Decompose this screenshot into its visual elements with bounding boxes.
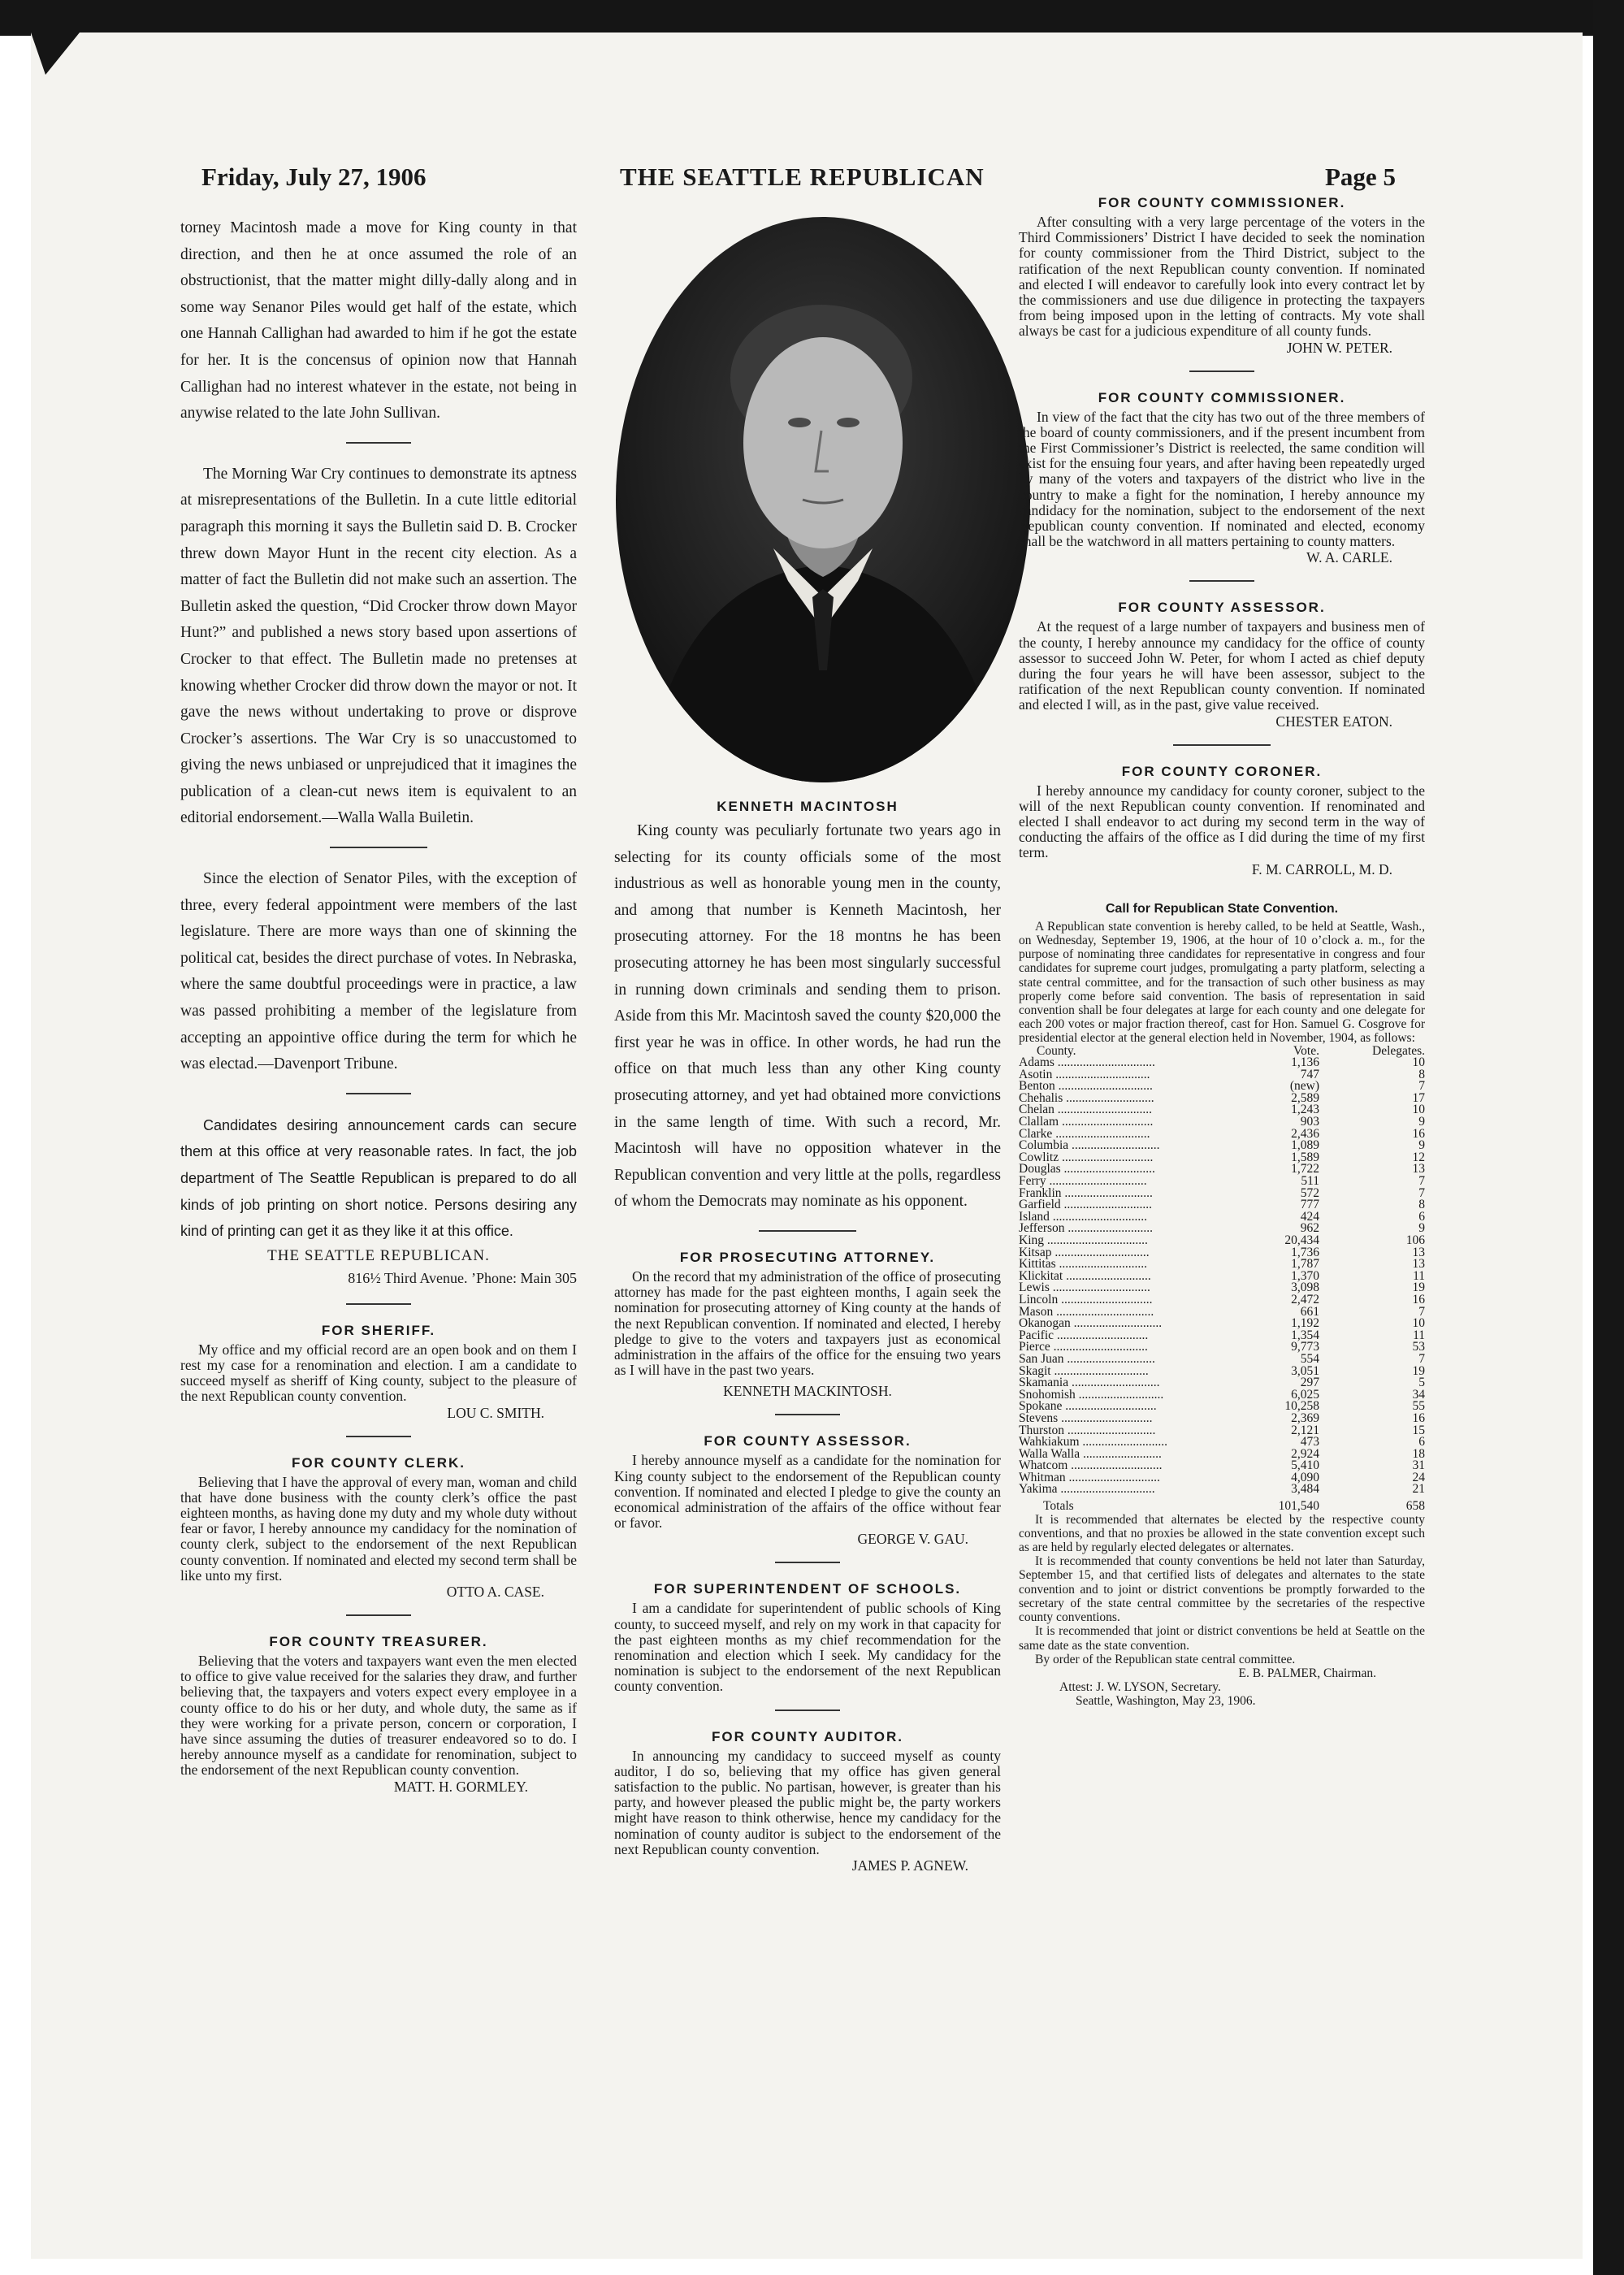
article-kenneth-macintosh: King county was peculiarly fortunate two years ago in selecting for its county officials some of the most industrious as well as honorable young men in the county, and among that number is Kenneth Macintosh, her prosecuting attorney. For the 18 montns he has been prosecuting attorney he has been most singularly successful in running down criminals and sending them to prison. Aside from this Mr. Macintosh saved the county $20,000 the first year he was in office. In other words, he had run the office on that much less than any other King county prosecuting attorney, and yet had obtained more convictions in the same length of time. With such a record, Mr. Macintosh will have no opposition whatever in the Republican convention and very little at the polls, regardless of whom the Democrats may nominate as his opponent. bbox=[614, 822, 1001, 1211]
divider bbox=[346, 442, 411, 444]
signature-county-assessor-gau: GEORGE V. GAU. bbox=[857, 1531, 968, 1548]
county-delegates: 6 bbox=[1418, 1209, 1425, 1224]
note-by-order: By order of the Republican state central committee. bbox=[1035, 1652, 1296, 1666]
portrait-photo bbox=[614, 215, 1032, 784]
county-delegates: 10 bbox=[1412, 1103, 1425, 1117]
county-name: Garfield ............................ bbox=[1019, 1198, 1153, 1212]
county-vote: 3,051 bbox=[1291, 1363, 1319, 1378]
signature-county-assessor-eaton: CHESTER EATON. bbox=[1275, 713, 1392, 730]
county-vote: 1,243 bbox=[1291, 1103, 1319, 1117]
county-delegates: 11 bbox=[1413, 1268, 1425, 1283]
county-delegates: 7 bbox=[1418, 1185, 1425, 1200]
county-name: Mason ............................... bbox=[1019, 1304, 1154, 1319]
county-delegates: 12 bbox=[1412, 1150, 1425, 1164]
county-vote: 511 bbox=[1301, 1174, 1319, 1189]
county-delegates: 21 bbox=[1412, 1482, 1425, 1497]
article-macintosh-continued: torney Macintosh made a move for King county in that direction, and then he at once assumed the role of an obstructionist, that the matter might dilly-dally along and in some way Senanor Piles would get half of the estate, which one Hannah Callighan had awarded to him if he got the estate for her. It is the concensus of opinion now that Hannah Callighan had no interest whatever in the estate, not being in anywise related to the late John Sullivan. bbox=[180, 219, 577, 422]
table-totals-row bbox=[1019, 1496, 1425, 1513]
heading-county-treasurer: FOR COUNTY TREASURER. bbox=[269, 1634, 488, 1650]
county-vote: 1,736 bbox=[1291, 1245, 1319, 1259]
county-delegates: 24 bbox=[1412, 1470, 1425, 1484]
divider bbox=[759, 1230, 856, 1232]
county-vote: 424 bbox=[1300, 1209, 1319, 1224]
county-name: Douglas ............................. bbox=[1019, 1162, 1155, 1176]
portrait-image bbox=[614, 215, 1032, 784]
county-name: Skagit .............................. bbox=[1019, 1363, 1149, 1378]
county-vote: 20,434 bbox=[1284, 1233, 1319, 1248]
totals-delegates: 658 bbox=[1405, 1499, 1425, 1514]
county-vote: 1,136 bbox=[1291, 1055, 1319, 1070]
county-name: King ................................ bbox=[1019, 1233, 1148, 1248]
signature-prosecuting-attorney: KENNETH MACKINTOSH. bbox=[723, 1383, 892, 1400]
divider bbox=[346, 1303, 411, 1305]
county-name: Lincoln ............................. bbox=[1019, 1292, 1153, 1306]
county-vote: 1,192 bbox=[1291, 1316, 1319, 1331]
county-delegates: 7 bbox=[1418, 1174, 1425, 1189]
scan-border-right bbox=[1593, 0, 1624, 2275]
county-vote: (new) bbox=[1289, 1079, 1319, 1094]
county-delegates: 6 bbox=[1418, 1435, 1425, 1450]
county-name: Island .............................. bbox=[1019, 1209, 1148, 1224]
notice-sheriff: My office and my official record are an open book and on them I rest my case for a renomination and election. I am a candidate to succeed myself as sheriff of King county, subject to the pleasure of the next Republican county convention. bbox=[180, 1341, 577, 1405]
county-name: Pierce .............................. bbox=[1019, 1340, 1148, 1354]
county-delegates: 34 bbox=[1412, 1387, 1425, 1402]
county-vote: 777 bbox=[1300, 1198, 1319, 1212]
county-name: Spokane ............................. bbox=[1019, 1399, 1157, 1414]
county-delegates: 9 bbox=[1418, 1221, 1425, 1236]
county-name: Jefferson ........................... bbox=[1019, 1221, 1154, 1236]
county-delegates: 16 bbox=[1412, 1410, 1425, 1425]
county-name: Thurston ............................ bbox=[1019, 1423, 1156, 1437]
county-delegates: 31 bbox=[1412, 1458, 1425, 1473]
article-senator-piles: Since the election of Senator Piles, with the exception of three, every federal appointment were members of the last legislature. There are more ways than one of skinning the political cat, besides the direct purchase of votes. In Nebraska, where the same doubtful proceedings were in practice, a law was passed prohibiting a member of the legislature from accepting an appointive office during the term for which he was electad.—Davenport Tribune. bbox=[180, 870, 577, 1073]
county-delegates: 7 bbox=[1418, 1304, 1425, 1319]
county-name: Klickitat ........................... bbox=[1019, 1268, 1151, 1283]
divider bbox=[775, 1710, 840, 1711]
county-name: Kittitas ............................ bbox=[1019, 1257, 1148, 1272]
county-name: Wahkiakum ........................... bbox=[1019, 1435, 1168, 1450]
delegate-table bbox=[1019, 1043, 1425, 1514]
signature-county-commissioner-peter: JOHN W. PETER. bbox=[1286, 339, 1392, 356]
heading-state-convention: Call for Republican State Convention. bbox=[1105, 901, 1339, 916]
county-vote: 1,787 bbox=[1291, 1257, 1319, 1272]
divider bbox=[775, 1414, 840, 1415]
notice-county-auditor: In announcing my candidacy to succeed myself as county auditor, I do so, believing that my office has given general satisfaction to the public. No partisan, however, is greater than his party, and however pleased the public might be, the party workers might have reason to think otherwise, hence my candidacy for the nomination of county auditor is subject to the endorsement of the next Republican county convention. bbox=[614, 1747, 1001, 1857]
heading-superintendent-schools: FOR SUPERINTENDENT OF SCHOOLS. bbox=[653, 1581, 962, 1597]
county-name: Okanogan ............................ bbox=[1019, 1316, 1163, 1331]
heading-county-auditor: FOR COUNTY AUDITOR. bbox=[711, 1728, 904, 1744]
signature-sheriff: LOU C. SMITH. bbox=[447, 1404, 544, 1421]
county-vote: 4,090 bbox=[1291, 1470, 1319, 1484]
county-vote: 554 bbox=[1300, 1351, 1319, 1366]
folded-corner bbox=[31, 32, 80, 81]
totals-vote: 101,540 bbox=[1278, 1499, 1319, 1514]
notice-county-clerk: Believing that I have the approval of every man, woman and child that have done business with the county clerk’s office the past eighteen months, as having done my duty and my whole duty without fear or favor, I hereby announce my candidacy for the nomination of county clerk, subject to the endorsement of the next Republican county convention. If nominated and elected my second term shall be like unto my first. bbox=[180, 1473, 577, 1584]
county-delegates: 9 bbox=[1418, 1138, 1425, 1153]
notice-county-assessor-eaton: At the request of a large number of taxpayers and business men of the county, I hereby announce my candidacy for the office of county assessor to succeed John W. Peter, for whom I acted as chief deputy during the four years he will have been assessor, subject to the ratification of the next Republican county convention. If nominated and elected I will, as in the past, give value received. bbox=[1019, 618, 1425, 713]
notice-county-commissioner-peter: After consulting with a very large percentage of the voters in the Third Commissioners’ District I have decided to seek the nomination for county commissioner from the Third District, subject to the ratification of the next Republican county convention. If nominated and elected I will endeavor to carefully look into every contract let by the commissioners and use due diligence in protecting the taxpayers from being imposed upon in the letting of contracts. My vote shall always be cast for a judicious expenditure of all county funds. bbox=[1019, 214, 1425, 340]
county-name: Pacific ............................. bbox=[1019, 1328, 1149, 1342]
paper-name: THE SEATTLE REPUBLICAN bbox=[620, 162, 985, 191]
signature-county-commissioner-carle: W. A. CARLE. bbox=[1306, 549, 1392, 566]
county-vote: 2,369 bbox=[1291, 1410, 1319, 1425]
table-row bbox=[1019, 1484, 1425, 1496]
divider bbox=[775, 1562, 840, 1563]
county-name: Cowlitz ............................. bbox=[1019, 1150, 1154, 1164]
portrait-caption: KENNETH MACINTOSH bbox=[717, 799, 899, 814]
divider bbox=[1189, 580, 1254, 582]
county-vote: 3,484 bbox=[1291, 1482, 1319, 1497]
county-vote: 2,121 bbox=[1291, 1423, 1319, 1437]
notice-prosecuting-attorney: On the record that my administration of the office of prosecuting attorney has made for the past eighteen months, I again seek the nomination for prosecuting attorney of King county at the hands of the next Republican convention. If nominated and elected, I hereby pledge to give to the voters and taxpayers just as economical administration in the affairs of the office for the ensuing two years as I will have in the past two years. bbox=[614, 1268, 1001, 1379]
issue-date: Friday, July 27, 1906 bbox=[201, 162, 427, 191]
county-vote: 1,589 bbox=[1291, 1150, 1319, 1164]
heading-county-assessor-eaton: FOR COUNTY ASSESSOR. bbox=[1118, 600, 1326, 616]
heading-county-commissioner-2: FOR COUNTY COMMISSIONER. bbox=[1098, 389, 1346, 405]
county-name: Kitsap .............................. bbox=[1019, 1245, 1150, 1259]
county-name: Whitman ............................. bbox=[1019, 1470, 1160, 1484]
heading-prosecuting-attorney: FOR PROSECUTING ATTORNEY. bbox=[679, 1249, 936, 1265]
county-name: Skamania ............................ bbox=[1019, 1376, 1160, 1390]
signature-county-auditor: JAMES P. AGNEW. bbox=[851, 1857, 968, 1874]
county-name: Whatcom ............................. bbox=[1019, 1458, 1163, 1473]
divider bbox=[1189, 370, 1254, 372]
county-delegates: 106 bbox=[1405, 1233, 1425, 1248]
notice-county-commissioner-carle: In view of the fact that the city has two out of the three members of the board of county commissioners, and if the present incumbent from the First Commissioner’s District is reelected, the same condition will exist for the ensuing four years, and after having been repeatedly urged by many of the voters and taxpayers of the district who live in the country to make a fight for the nomination, I hereby announce my candidacy for the nomination, subject to the endorsement of the next Republican county convention. If nominated and elected, economy shall be the watchword in all matters pertaining to county matters. bbox=[1019, 408, 1425, 550]
county-delegates: 10 bbox=[1412, 1055, 1425, 1070]
county-vote: 5,410 bbox=[1291, 1458, 1319, 1473]
county-name: Clarke .............................. bbox=[1019, 1126, 1150, 1141]
county-delegates: 7 bbox=[1418, 1079, 1425, 1094]
county-name: Franklin ............................ bbox=[1019, 1185, 1153, 1200]
county-name: Walla Walla ......................... bbox=[1019, 1446, 1162, 1461]
county-vote: 473 bbox=[1300, 1435, 1319, 1450]
county-delegates: 7 bbox=[1418, 1351, 1425, 1366]
header-delegates: Delegates. bbox=[1372, 1043, 1425, 1058]
page-number: Page 5 bbox=[1325, 162, 1396, 191]
county-vote: 1,370 bbox=[1291, 1268, 1319, 1283]
county-name: Lewis ............................... bbox=[1019, 1280, 1150, 1295]
county-delegates: 15 bbox=[1412, 1423, 1425, 1437]
county-delegates: 5 bbox=[1418, 1376, 1425, 1390]
heading-county-clerk: FOR COUNTY CLERK. bbox=[291, 1454, 466, 1471]
county-name: Snohomish ........................... bbox=[1019, 1387, 1164, 1402]
county-vote: 3,098 bbox=[1291, 1280, 1319, 1295]
heading-county-assessor-gau: FOR COUNTY ASSESSOR. bbox=[704, 1433, 912, 1450]
county-vote: 2,589 bbox=[1291, 1090, 1319, 1105]
signature-county-treasurer: MATT. H. GORMLEY. bbox=[393, 1778, 528, 1795]
county-delegates: 13 bbox=[1412, 1257, 1425, 1272]
county-delegates: 8 bbox=[1418, 1198, 1425, 1212]
county-vote: 2,436 bbox=[1291, 1126, 1319, 1141]
county-vote: 661 bbox=[1300, 1304, 1319, 1319]
county-name: Chelan .............................. bbox=[1019, 1103, 1153, 1117]
header-vote: Vote. bbox=[1293, 1043, 1319, 1058]
county-name: Columbia ............................ bbox=[1019, 1138, 1160, 1153]
county-vote: 1,354 bbox=[1291, 1328, 1319, 1342]
heading-county-commissioner-1: FOR COUNTY COMMISSIONER. bbox=[1098, 195, 1346, 210]
county-delegates: 55 bbox=[1412, 1399, 1425, 1414]
column-center bbox=[614, 215, 1001, 1874]
county-delegates: 13 bbox=[1412, 1162, 1425, 1176]
county-name: Stevens ............................. bbox=[1019, 1410, 1153, 1425]
county-vote: 962 bbox=[1300, 1221, 1319, 1236]
notice-county-coroner: I hereby announce my candidacy for county coroner, subject to the will of the next Republican county convention. If renominated and elected I shall endeavor to act during my second term in the way of conducting the affairs of the office as I did during the time of my first term. bbox=[1019, 782, 1425, 861]
county-vote: 2,924 bbox=[1291, 1446, 1319, 1461]
county-vote: 297 bbox=[1300, 1376, 1319, 1390]
divider bbox=[330, 847, 427, 848]
secretary-attest: Attest: J. W. LYSON, Secretary. bbox=[1059, 1680, 1221, 1695]
convention-dateline: Seattle, Washington, May 23, 1906. bbox=[1076, 1694, 1256, 1709]
heading-sheriff: FOR SHERIFF. bbox=[321, 1322, 436, 1338]
county-delegates: 19 bbox=[1412, 1363, 1425, 1378]
notice-county-treasurer: Believing that the voters and taxpayers want even the men elected to office to give value received for the salaries they draw, and further believing that, the taxpayers and voters expect every employee in a county office to do his or her duty, and whole duty, the same as if they were working for a private person, concern or corporation, I have since assuming the duties of treasurer endeavored so to do. I hereby announce myself as a candidate for renomination, subject to the endorsement of the next Republican county convention. bbox=[180, 1653, 577, 1779]
notice-state-convention: A Republican state convention is hereby called, to be held at Seattle, Wash., on Wednesday, September 19, 1906, at the hour of 10 o’clock a. m., for the purpose of nominating three candidates for representative in congress and four candidates for supreme court judges, promulgating a party platform, selecting a state central committee, and for the transaction of such other business as may properly come before said convention. The basis of representation in said convention shall be four delegates at large for each county and one delegate for each 200 votes or major fraction thereof, cast for Hon. Samuel G. Cosgrove for presidential elector at the general election held in November, 1904, as follows: bbox=[1019, 919, 1425, 1046]
county-delegates: 18 bbox=[1412, 1446, 1425, 1461]
county-name: Clallam ............................. bbox=[1019, 1115, 1154, 1129]
county-name: Ferry ............................... bbox=[1019, 1174, 1147, 1189]
county-delegates: 10 bbox=[1412, 1316, 1425, 1331]
county-name: Asotin .............................. bbox=[1019, 1067, 1150, 1081]
signature-county-clerk: OTTO A. CASE. bbox=[446, 1584, 544, 1601]
column-left bbox=[180, 215, 577, 1795]
county-vote: 572 bbox=[1300, 1185, 1319, 1200]
note-joint-conventions: It is recommended that joint or district conventions be held at Seattle on the same date as the state convention. bbox=[1019, 1624, 1425, 1653]
notice-superintendent-schools: I am a candidate for superintendent of public schools of King county, to succeed myself, and rely on my work in that capacity for the past eighteen months as my chief recommendation for the renomination and election which I seek. My candidacy for the nomination is subject to the endorsement of the next Republican county convention. bbox=[614, 1600, 1001, 1695]
column-right bbox=[1019, 195, 1425, 1709]
county-delegates: 11 bbox=[1413, 1328, 1425, 1342]
divider bbox=[346, 1093, 411, 1094]
header-county: County. bbox=[1037, 1043, 1076, 1058]
county-vote: 9,773 bbox=[1291, 1340, 1319, 1354]
address-republican: 816½ Third Avenue. ’Phone: Main 305 bbox=[348, 1269, 577, 1286]
county-vote: 2,472 bbox=[1291, 1292, 1319, 1306]
article-announcement-cards: Candidates desiring announcement cards can secure them at this office at very reasonable rates. In fact, the job department of The Seattle Republican is prepared to do all kinds of job printing on short notice. Persons desiring any kind of printing can get it as they like it at this office. bbox=[180, 1116, 577, 1240]
county-vote: 747 bbox=[1300, 1067, 1319, 1081]
scan-border-top bbox=[0, 0, 1624, 36]
county-delegates: 16 bbox=[1412, 1292, 1425, 1306]
county-delegates: 53 bbox=[1412, 1340, 1425, 1354]
county-name: Chehalis ............................ bbox=[1019, 1090, 1154, 1105]
divider bbox=[346, 1614, 411, 1616]
county-name: Adams ............................... bbox=[1019, 1055, 1155, 1070]
county-vote: 6,025 bbox=[1291, 1387, 1319, 1402]
divider bbox=[1173, 744, 1271, 746]
county-name: Benton .............................. bbox=[1019, 1079, 1153, 1094]
county-delegates: 9 bbox=[1418, 1115, 1425, 1129]
county-name: Yakima .............................. bbox=[1019, 1482, 1155, 1497]
article-war-cry: The Morning War Cry continues to demonstrate its aptness at misrepresentations of the Bulletin. In a cute little editorial paragraph this morning it says the Bulletin said D. B. Crocker threw down Mayor Hunt in the recent city election. As a matter of fact the Bulletin did not make such an assertion. The Bulletin asked the question, “Did Crocker throw down Mayor Hunt?” and published a news story based upon assertions of Crocker to that effect. The Bulletin made no pretenses at knowing whether Crocker did throw down the mayor or not. It gave the news without undertaking to prove or disprove Crocker’s assertions. The War Cry is so unaccustomed to giving the news unbiased or unprejudiced that it imagines the publication of a clean-cut news item is equivalent to an editorial endorsement.—Walla Walla Builetin. bbox=[180, 465, 577, 827]
divider bbox=[346, 1436, 411, 1437]
county-vote: 1,722 bbox=[1291, 1162, 1319, 1176]
notice-county-assessor-gau: I hereby announce myself as a candidate for the nomination for King county subject to the endorsement of the Republican county convention. If nominated and elected I pledge to give the county an economical administration of the affairs of the office without fear or favor. bbox=[614, 1452, 1001, 1532]
totals-label: Totals bbox=[1043, 1499, 1074, 1514]
county-delegates: 19 bbox=[1412, 1280, 1425, 1295]
county-delegates: 13 bbox=[1412, 1245, 1425, 1259]
signature-county-coroner: F. M. CARROLL, M. D. bbox=[1251, 860, 1392, 878]
county-delegates: 17 bbox=[1412, 1090, 1425, 1105]
county-name: San Juan ............................ bbox=[1019, 1351, 1155, 1366]
chairman-signature: E. B. PALMER, Chairman. bbox=[1238, 1666, 1376, 1680]
county-vote: 903 bbox=[1300, 1115, 1319, 1129]
signature-republican: THE SEATTLE REPUBLICAN. bbox=[267, 1246, 490, 1264]
county-delegates: 8 bbox=[1418, 1067, 1425, 1081]
county-delegates: 16 bbox=[1412, 1126, 1425, 1141]
heading-county-coroner: FOR COUNTY CORONER. bbox=[1121, 763, 1323, 779]
county-vote: 10,258 bbox=[1284, 1399, 1319, 1414]
note-county-conventions: It is recommended that county conventions be held not later than Saturday, September 15, and that certified lists of delegates and alternates to the state convention and to joint or district conventions be promptly forwarded to the secretary of the state central committee by the secretaries of the respective county conventions. bbox=[1019, 1554, 1425, 1625]
note-alternates: It is recommended that alternates be elected by the respective county conventions, and that no proxies be allowed in the state convention except such as are held by regularly elected delegates or alternates. bbox=[1019, 1512, 1425, 1555]
county-vote: 1,089 bbox=[1291, 1138, 1319, 1153]
